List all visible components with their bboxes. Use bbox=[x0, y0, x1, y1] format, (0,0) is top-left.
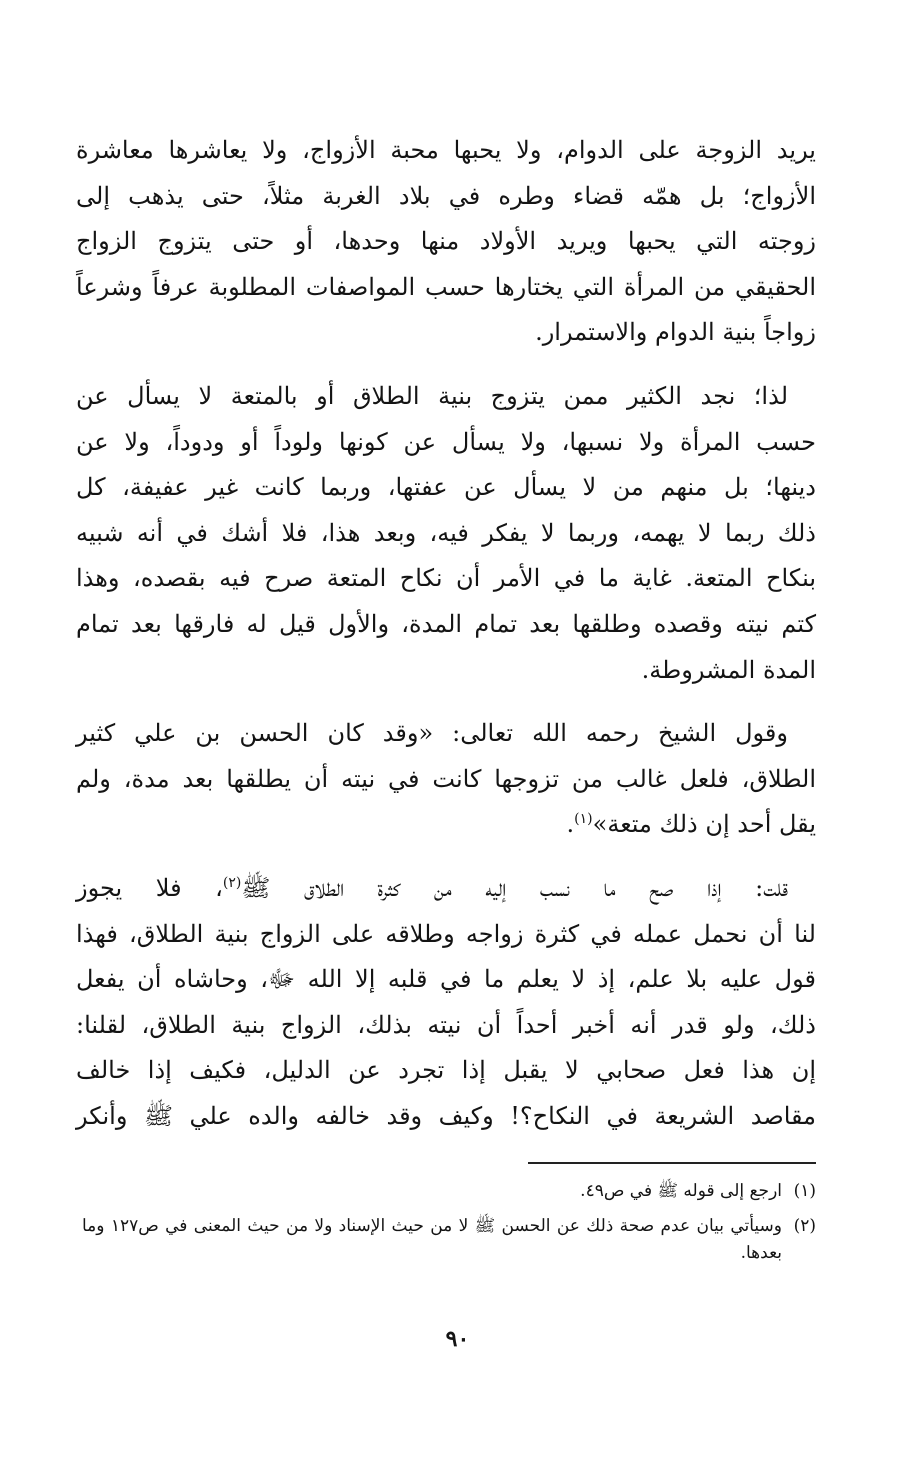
text-line bbox=[76, 802, 816, 848]
text-line: الطلاق، فلعل غالب من تزوجها كانت في نيته أن يطلقها بعد مدة، ولم bbox=[76, 764, 816, 793]
text-line: لذا؛ نجد الكثير ممن يتزوج بنية الطلاق أو بالمتعة لا يسأل عن bbox=[76, 381, 789, 410]
footnote-text: وسيأتي بيان عدم صحة ذلك عن الحسن ﷺ لا من حيث الإسناد ولا من حيث المعنى في ص١٢٧ وما بعدها. bbox=[82, 1216, 782, 1263]
paragraph-3 bbox=[76, 711, 816, 848]
text-line: مقاصد الشريعة في النكاح؟! وكيف وقد خالفه والده علي ﷺ وأنكر bbox=[76, 1101, 816, 1130]
text-line bbox=[76, 866, 816, 912]
text-line: لنا أن نحمل عمله في كثرة زواجه وطلاقه على الزواج بنية الطلاق، فهذا bbox=[76, 919, 816, 948]
footnote-number: (٢) bbox=[793, 1216, 816, 1236]
footnote-2 bbox=[82, 1213, 816, 1267]
text-line: دينها؛ بل منهم من لا يسأل عن عفتها، وربما كانت غير عفيفة، كل bbox=[76, 473, 816, 502]
text-line: زوجته التي يحبها ويريد الأولاد منها وحدها، أو حتى يتزوج الزواج bbox=[76, 227, 816, 256]
text-line: الحقيقي من المرأة التي يختارها حسب المواصفات المطلوبة عرفاً وشرعاً bbox=[76, 272, 816, 301]
footnote-text: ارجع إلى قوله ﷺ في ص٤٩. bbox=[580, 1181, 782, 1201]
paragraph-4 bbox=[76, 866, 816, 1140]
footnote-number: (١) bbox=[793, 1181, 816, 1201]
paragraph-2 bbox=[76, 374, 816, 693]
text-line: المدة المشروطة. bbox=[641, 655, 816, 684]
footnote-separator bbox=[528, 1162, 816, 1164]
footnotes bbox=[82, 1178, 816, 1275]
text-line: ذلك ربما لا يهمه، وربما لا يفكر فيه، وبعد هذا، فلا أشك في أنه شبيه bbox=[76, 518, 816, 547]
text-line: قول عليه بلا علم، إذ لا يعلم ما في قلبه إلا الله ﷻ، وحاشاه أن يفعل bbox=[76, 965, 816, 994]
text-segment: . bbox=[566, 810, 575, 839]
footnote-1 bbox=[82, 1178, 816, 1205]
text-line: حسب المرأة ولا نسبها، ولا يسأل عن كونها ولوداً أو ودوداً، ولا عن bbox=[76, 427, 816, 456]
text-segment: ، فلا يجوز bbox=[76, 873, 223, 902]
text-line: بنكاح المتعة. غاية ما في الأمر أن نكاح المتعة صرح فيه بقصده، وهذا bbox=[76, 564, 816, 593]
text-line: زواجاً بنية الدوام والاستمرار. bbox=[535, 318, 816, 347]
main-text bbox=[76, 128, 816, 1157]
text-line: كتم نيته وقصده وطلقها بعد تمام المدة، والأول قيل له فارقها بعد تمام bbox=[76, 609, 816, 638]
text-segment: قلت: إذا صح ما نسب إليه من كثرة الطلاق ﷺ bbox=[241, 873, 788, 902]
text-segment: يقل أحد إن ذلك متعة» bbox=[592, 810, 816, 839]
text-line: إن هذا فعل صحابي لا يقبل إذا تجرد عن الدليل، فكيف إذا خالف bbox=[76, 1056, 816, 1085]
text-line: ذلك، ولو قدر أنه أخبر أحداً أن نيته بذلك، الزواج بنية الطلاق، لقلنا: bbox=[76, 1010, 816, 1039]
text-line: يريد الزوجة على الدوام، ولا يحبها محبة الأزواج، ولا يعاشرها معاشرة bbox=[76, 136, 816, 164]
page-number: ٩٠ bbox=[445, 1326, 470, 1352]
text-line: وقول الشيخ رحمه الله تعالى: «وقد كان الحسن بن علي كثير bbox=[76, 719, 788, 748]
paragraph-1 bbox=[76, 128, 816, 356]
footnote-reference: (١) bbox=[574, 811, 593, 828]
text-line: الأزواج؛ بل همّه قضاء وطره في بلاد الغربة مثلاً، حتى يذهب إلى bbox=[76, 181, 816, 210]
footnote-reference: (٢) bbox=[222, 874, 242, 891]
